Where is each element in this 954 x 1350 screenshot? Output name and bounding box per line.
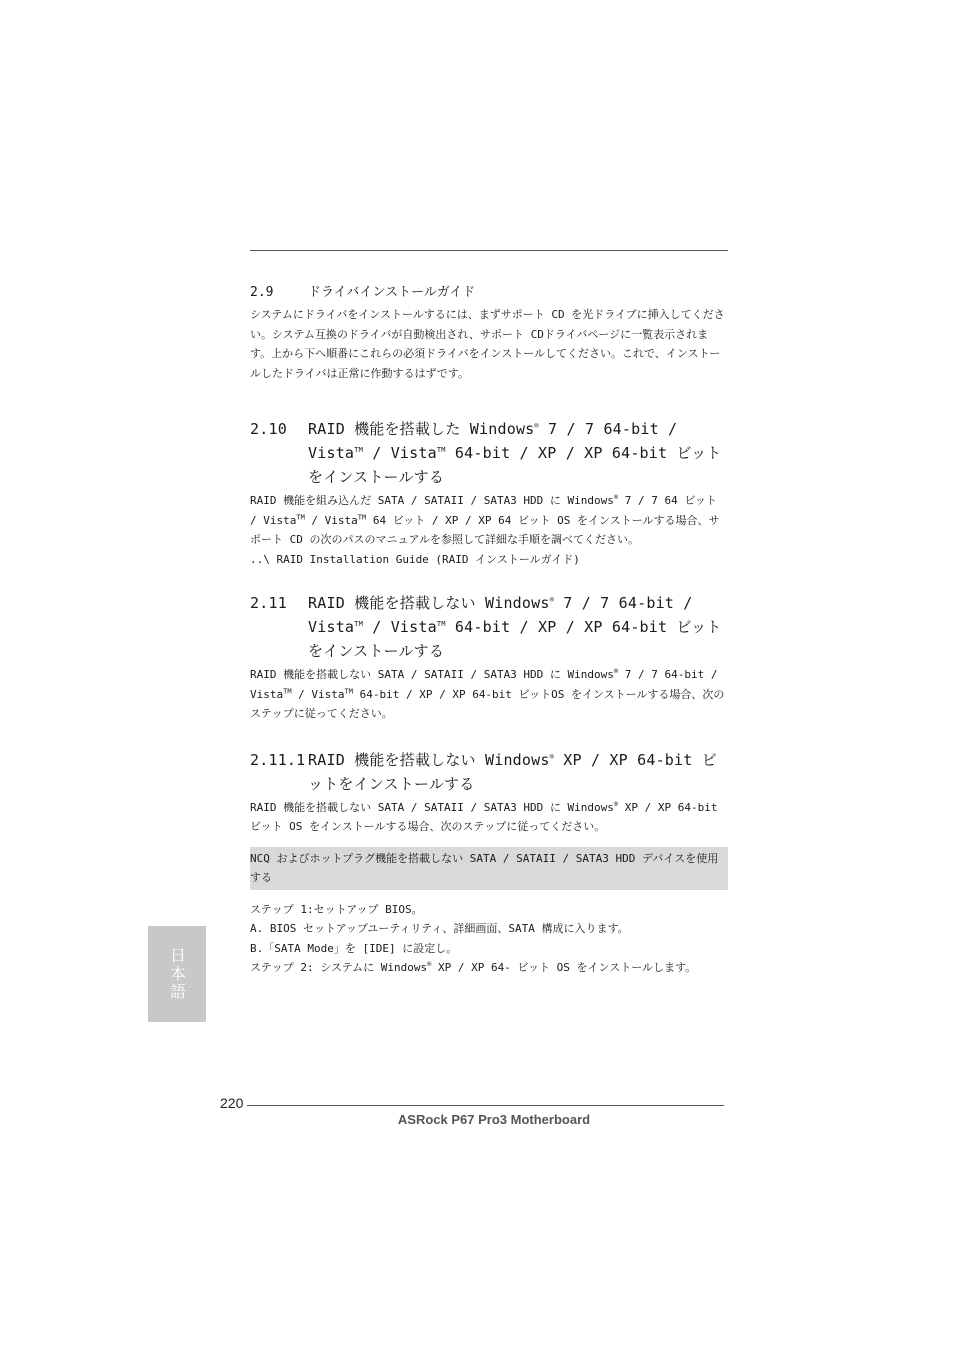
body-part: XP / XP 64-bit ビット OS をインストールする場合、次のステップに従ってください。	[250, 800, 718, 833]
trademark: TM	[436, 446, 446, 454]
body-part: 64-bit / XP / XP 64-bit ビットOS をインストールする場合、次のステップに従ってください。	[250, 687, 725, 720]
section-number: 2.9	[250, 285, 274, 300]
section-2-11	[250, 591, 728, 724]
header-rule	[250, 250, 728, 251]
title-part: 64-bit / XP / XP 64-bit ビットをインストールする	[308, 444, 722, 486]
section-body	[250, 491, 728, 569]
footer-rule	[247, 1105, 724, 1106]
section-number: 2.11	[250, 594, 287, 612]
section-number: 2.10	[250, 420, 287, 438]
registered-mark: ®	[613, 799, 619, 808]
title-part: RAID 機能を搭載しない Windows	[308, 750, 550, 769]
step-line: A. BIOS セットアップユーティリティ、詳細画面、SATA 構成に入ります。	[250, 922, 629, 935]
trademark: TM	[296, 512, 305, 521]
trademark: TM	[436, 620, 446, 628]
section-heading	[250, 748, 728, 796]
body-part: RAID 機能を組み込んだ SATA / SATAII / SATA3 HDD に Windows	[250, 494, 614, 507]
note-box: NCQ およびホットプラグ機能を搭載しない SATA / SATAII / SATA3 HDD デバイスを使用する	[250, 847, 728, 890]
registered-mark: ®	[427, 960, 432, 969]
registered-mark: ®	[534, 422, 539, 430]
footer-product-name: ASRock P67 Pro3 Motherboard	[397, 1112, 591, 1127]
title-part: 7 / 7 64-bit / Vista	[308, 594, 693, 636]
registered-mark: ®	[549, 596, 555, 604]
section-heading	[250, 417, 728, 489]
section-body	[250, 798, 728, 837]
step-line	[250, 958, 728, 978]
trademark: TM	[357, 512, 367, 521]
body-part: / Vista	[291, 687, 345, 701]
title-part: RAID 機能を搭載した Windows	[308, 420, 535, 438]
step-part: ステップ 2: システムに Windows	[250, 961, 428, 974]
title-part: XP / XP 64-bit ビットをインストールする	[308, 750, 717, 793]
section-body	[250, 665, 728, 724]
section-heading	[250, 591, 728, 663]
title-part: 7 / 7 64-bit / Vista	[308, 420, 678, 462]
registered-mark: ®	[613, 667, 619, 676]
language-label: 日本語	[167, 947, 187, 1001]
section-2-10	[250, 417, 728, 569]
raid-guide-path: ..\ RAID Installation Guide (RAID インストールガイド)	[250, 552, 580, 566]
title-part: / Vista	[363, 618, 437, 636]
body-part: RAID 機能を搭載しない SATA / SATAII / SATA3 HDD に Windows	[250, 800, 614, 814]
step-part: XP / XP 64- ビット OS をインストールします。	[431, 961, 697, 974]
title-part: RAID 機能を搭載しない Windows	[308, 594, 550, 612]
trademark: TM	[283, 686, 292, 695]
body-part: RAID 機能を搭載しない SATA / SATAII / SATA3 HDD に Windows	[250, 668, 614, 681]
section-2-9	[250, 283, 728, 383]
body-part: 64 ビット / XP / XP 64 ビット OS をインストールする場合、サポート CD の次のパスのマニュアルを参照して詳細な手順を調べてください。	[250, 513, 720, 546]
page-content	[250, 283, 728, 978]
trademark: TM	[354, 446, 363, 454]
trademark: TM	[354, 620, 363, 628]
section-heading	[250, 283, 728, 303]
page-number: 220	[220, 1095, 244, 1111]
body-part: 7 / 7 64 ビット / Vista	[250, 494, 717, 527]
section-title: ドライバインストールガイド	[308, 285, 476, 300]
step-list	[250, 900, 728, 978]
step-line: B.「SATA Mode」を [IDE] に設定し。	[250, 941, 458, 955]
title-part: / Vista	[363, 444, 437, 462]
section-number: 2.11.1	[250, 750, 306, 769]
registered-mark: ®	[549, 752, 555, 761]
registered-mark: ®	[613, 493, 619, 502]
section-body: システムにドライバをインストールするには、まずサポート CD を光ドライブに挿入してください。システム互換のドライバが自動検出され、サポート CDドライバページに一覧表示されます。上から下へ順番にこれらの必須ドライバをインストールしてください。これで、インストールしたドライバは正常に作動するはずです。	[250, 308, 725, 380]
language-side-tab	[148, 926, 206, 1022]
section-2-11-1	[250, 748, 728, 978]
trademark: TM	[344, 686, 353, 695]
body-part: / Vista	[304, 513, 358, 527]
step-line: ステップ 1:セットアップ BIOS。	[250, 902, 423, 916]
body-part: 7 / 7 64-bit / Vista	[250, 668, 718, 701]
title-part: 64-bit / XP / XP 64-bit ビットをインストールする	[308, 618, 722, 660]
